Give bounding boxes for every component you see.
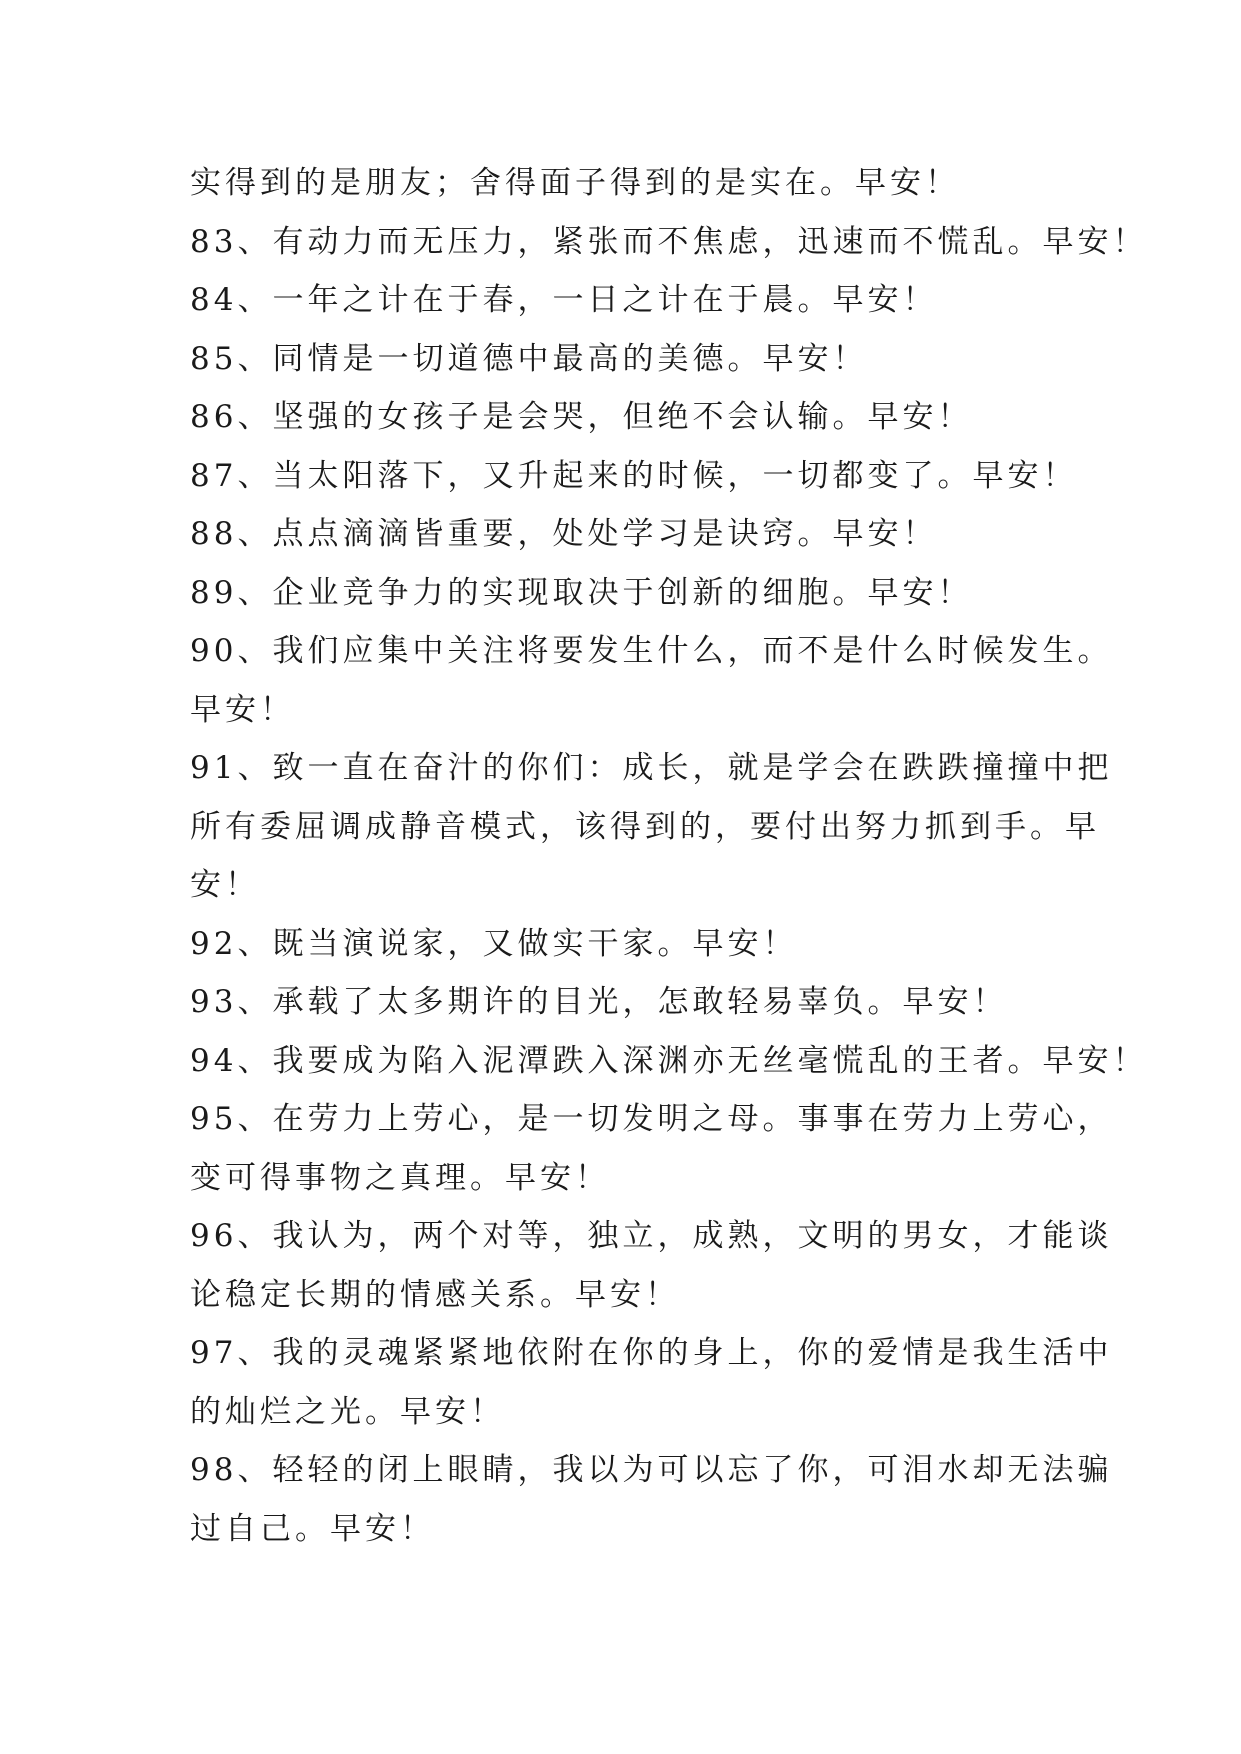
text-line: 94、我要成为陷入泥潭跌入深渊亦无丝毫慌乱的王者。早安！ bbox=[190, 1042, 1148, 1079]
text-line: 86、坚强的女孩子是会哭，但绝不会认输。早安！ bbox=[190, 399, 973, 435]
text-line: 92、既当演说家，又做实干家。早安！ bbox=[190, 925, 798, 962]
text-line: 过自己。早安！ bbox=[190, 1510, 435, 1547]
text-line: 早安！ bbox=[190, 691, 295, 728]
text-line: 88、点点滴滴皆重要，处处学习是诀窍。早安！ bbox=[190, 516, 938, 552]
text-line: 实得到的是朋友；舍得面子得到的是实在。早安！ bbox=[190, 165, 960, 201]
document-body bbox=[190, 154, 1148, 1558]
text-line: 98、轻轻的闭上眼睛，我以为可以忘了你，可泪水却无法骗 bbox=[190, 1452, 1113, 1488]
text-line: 85、同情是一切道德中最高的美德。早安！ bbox=[190, 340, 868, 377]
text-line: 87、当太阳落下，又升起来的时候，一切都变了。早安！ bbox=[190, 457, 1078, 494]
text-line: 96、我认为，两个对等，独立，成熟，文明的男女，才能谈 bbox=[190, 1218, 1113, 1254]
text-line: 变可得事物之真理。早安！ bbox=[190, 1159, 610, 1196]
text-line: 95、在劳力上劳心，是一切发明之母。事事在劳力上劳心， bbox=[190, 1101, 1113, 1137]
text-line: 93、承载了太多期许的目光，怎敢轻易辜负。早安！ bbox=[190, 984, 1008, 1020]
text-line: 84、一年之计在于春，一日之计在于晨。早安！ bbox=[190, 282, 938, 318]
text-line: 91、致一直在奋汁的你们：成长，就是学会在跌跌撞撞中把 bbox=[190, 750, 1113, 786]
text-line: 90、我们应集中关注将要发生什么，而不是什么时候发生。 bbox=[190, 633, 1113, 669]
text-line: 安！ bbox=[190, 867, 260, 903]
text-line: 83、有动力而无压力，紧张而不焦虑，迅速而不慌乱。早安！ bbox=[190, 223, 1148, 260]
text-line: 所有委屈调成静音模式，该得到的，要付出努力抓到手。早 bbox=[190, 808, 1100, 845]
text-line: 的灿烂之光。早安！ bbox=[190, 1393, 505, 1430]
text-line: 89、企业竞争力的实现取决于创新的细胞。早安！ bbox=[190, 574, 973, 611]
text-line: 论稳定长期的情感关系。早安！ bbox=[190, 1276, 680, 1313]
text-line: 97、我的灵魂紧紧地依附在你的身上，你的爱情是我生活中 bbox=[190, 1335, 1113, 1371]
